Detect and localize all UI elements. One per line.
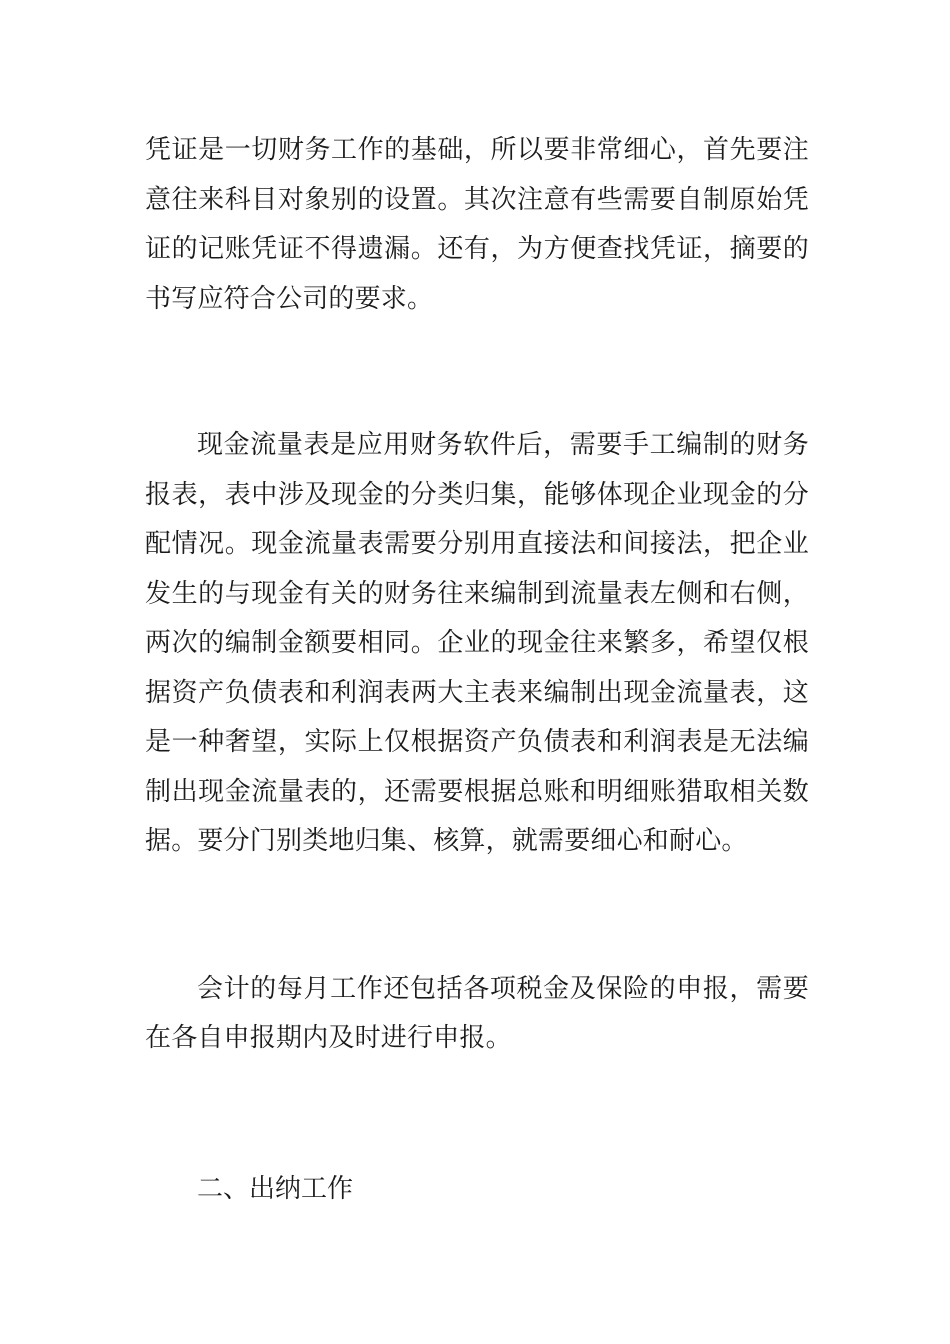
paragraph-spacer [145,1064,809,1165]
paragraph-tax-declaration: 会计的每月工作还包括各项税金及保险的申报，需要在各自申报期内及时进行申报。 [145,973,809,1053]
paragraph-spacer [145,867,809,965]
paragraph-spacer [145,324,809,421]
section-heading: 二、出纳工作 [197,1173,354,1204]
document-page [145,126,809,1214]
paragraph-cash-flow: 现金流量表是应用财务软件后，需要手工编制的财务报表，表中涉及现金的分类归集，能够体现企业现金的分配情况。现金流量表需要分别用直接法和间接法，把企业发生的与现金有关的财务往来编制到流量表左侧和右侧，两次的编制金额要相同。企业的现金往来繁多，希望仅根据资产负债表和利润表两大主表来编制出现金流量表，这是一种奢望，实际上仅根据资产负债表和利润表是无法编制出现金流量表的，还需要根据总账和明细账猎取相关数据。要分门别类地归集、核算，就需要细心和耐心。 [145,430,809,856]
paragraph-voucher: 凭证是一切财务工作的基础，所以要非常细心，首先要注意往来科目对象别的设置。其次注意有些需要自制原始凭证的记账凭证不得遗漏。还有，为方便查找凭证，摘要的书写应符合公司的要求。 [145,135,809,314]
